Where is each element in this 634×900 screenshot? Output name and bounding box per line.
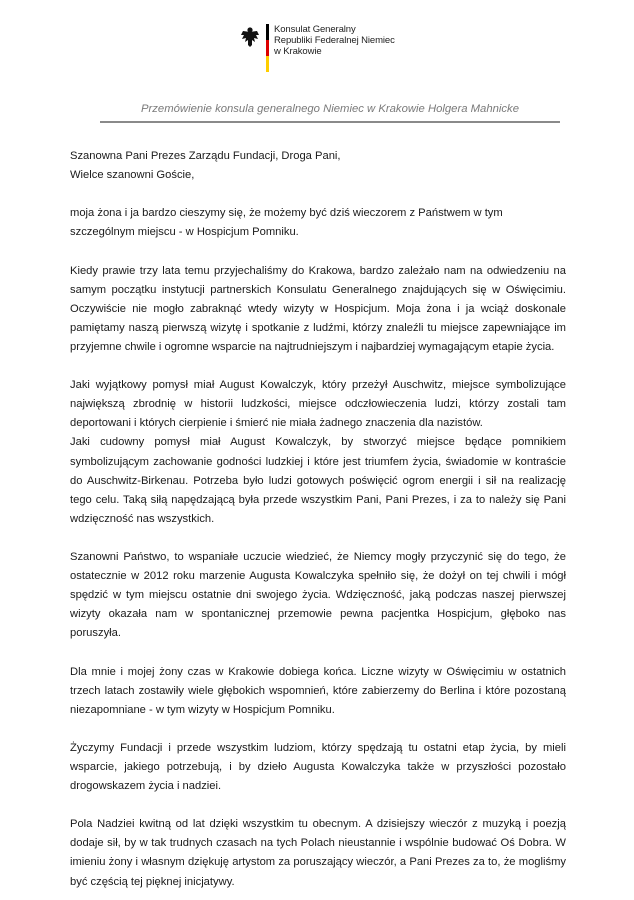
paragraph: Pola Nadziei kwitną od lat dzięki wszystkim tu obecnym. A dzisiejszy wieczór z muzyką i poezją dodaje sił, by w tak trudnych czasach na tych Polach nieustannie i wspólnie budować Oś Dobra. W imieniu żony i własnym dziękuję artystom za poruszający wieczór, a Pani Prezes za to, że mogliśmy być częścią tej pięknej inicjatywy. xyxy=(70,818,566,888)
flag-stripe-red xyxy=(266,40,269,56)
salutation-line: Szanowna Pani Prezes Zarządu Fundacji, Droga Pani, xyxy=(70,150,341,162)
logo-line: Republiki Federalnej Niemiec xyxy=(274,35,395,46)
paragraph: Szanowni Państwo, to wspaniałe uczucie wiedzieć, że Niemcy mogły przyczynić się do tego, że ostatecznie w 2012 roku marzenie Augusta Kowalczyka spełniło się, że dożył on tej chwili i mógł spędzić w tym miejscu ostatnie dni swojego życia. Wdzięczność, jaką podczas naszej pierwszej wizyty okazała nam w spontanicznej przemowie pewna pacjentka Hospicjum, głęboko nas poruszyła. xyxy=(70,550,566,640)
paragraph: Jaki cudowny pomysł miał August Kowalczyk, by stworzyć miejsce będące pomnikiem symbolizującym zachowanie godności ludzkiej i które jest triumfem życia, świadomie w kontraście do Auschwitz-Birkenau. Potrzeba było ludzi gotowych poświęcić ogrom energii i sił na realizację tego celu. Taką siłą napędzającą była przede wszystkim Pani, Pani Prezes, i za to należy się Pani wdzięczność nas wszystkich. xyxy=(70,436,566,525)
logo-line: w Krakowie xyxy=(274,46,322,57)
flag-stripe-black xyxy=(266,24,269,40)
paragraph: moja żona i ja bardzo cieszymy się, że możemy być dziś wieczorem z Państwem w tym szczególnym miejscu - w Hospicjum Pomniku. xyxy=(70,207,503,239)
salutation-line: Wielce szanowni Goście, xyxy=(70,169,195,182)
paragraph: Dla mnie i mojej żony czas w Krakowie dobiega końca. Liczne wizyty w Oświęcimiu w ostatnich trzech latach zostawiły wiele głębokich wspomnień, które zabierzemy do Berlina i które pozostaną niezapomniane - w tym wizyty w Hospicjum Pomniku. xyxy=(70,665,566,716)
flag-stripe-gold xyxy=(266,56,269,72)
consulate-logo xyxy=(240,24,395,72)
paragraph: Życzymy Fundacji i przede wszystkim ludziom, którzy spędzają tu ostatni etap życia, by mieli wsparcie, jakiego potrzebują, i by dzieło Augusta Kowalczyka także w przyszłości pozostało drogowskazem życia i nadziei. xyxy=(70,741,566,793)
paragraph: Kiedy prawie trzy lata temu przyjechaliśmy do Krakowa, bardzo zależało nam na odwiedzeniu na samym początku instytucji partnerskich Konsulatu Generalnego znajdujących się w Oświęcimiu. Oczywiście nie mogło zabraknąć wtedy wizyty w Hospicjum. Moja żona i ja wciąż doskonale pamiętamy naszą pierwszą wizytę i spotkanie z ludźmi, którzy znaleźli tu miejsce zapewniające im przyjemne chwile i ogromne wsparcie na najtrudniejszym i najbardziej wymagającym etapie życia. xyxy=(70,264,566,353)
header-divider xyxy=(100,121,560,123)
document-subtitle: Przemówienie konsula generalnego Niemiec w Krakowie Holgera Mahnicke xyxy=(140,103,519,115)
flag-stripe xyxy=(266,24,269,72)
logo-text xyxy=(274,24,395,57)
logo-line: Konsulat Generalny xyxy=(274,24,356,35)
paragraph: Jaki wyjątkowy pomysł miał August Kowalczyk, który przeżył Auschwitz, miejsce symbolizujące największą zbrodnię w historii ludzkości, miejsce odczłowieczenia ludzi, którzy zostali tam deportowani i których cierpienie i śmierć nie miała żadnego znaczenia dla nazistów. xyxy=(70,379,566,430)
speech-body xyxy=(70,147,566,892)
federal-eagle-icon xyxy=(240,26,260,48)
